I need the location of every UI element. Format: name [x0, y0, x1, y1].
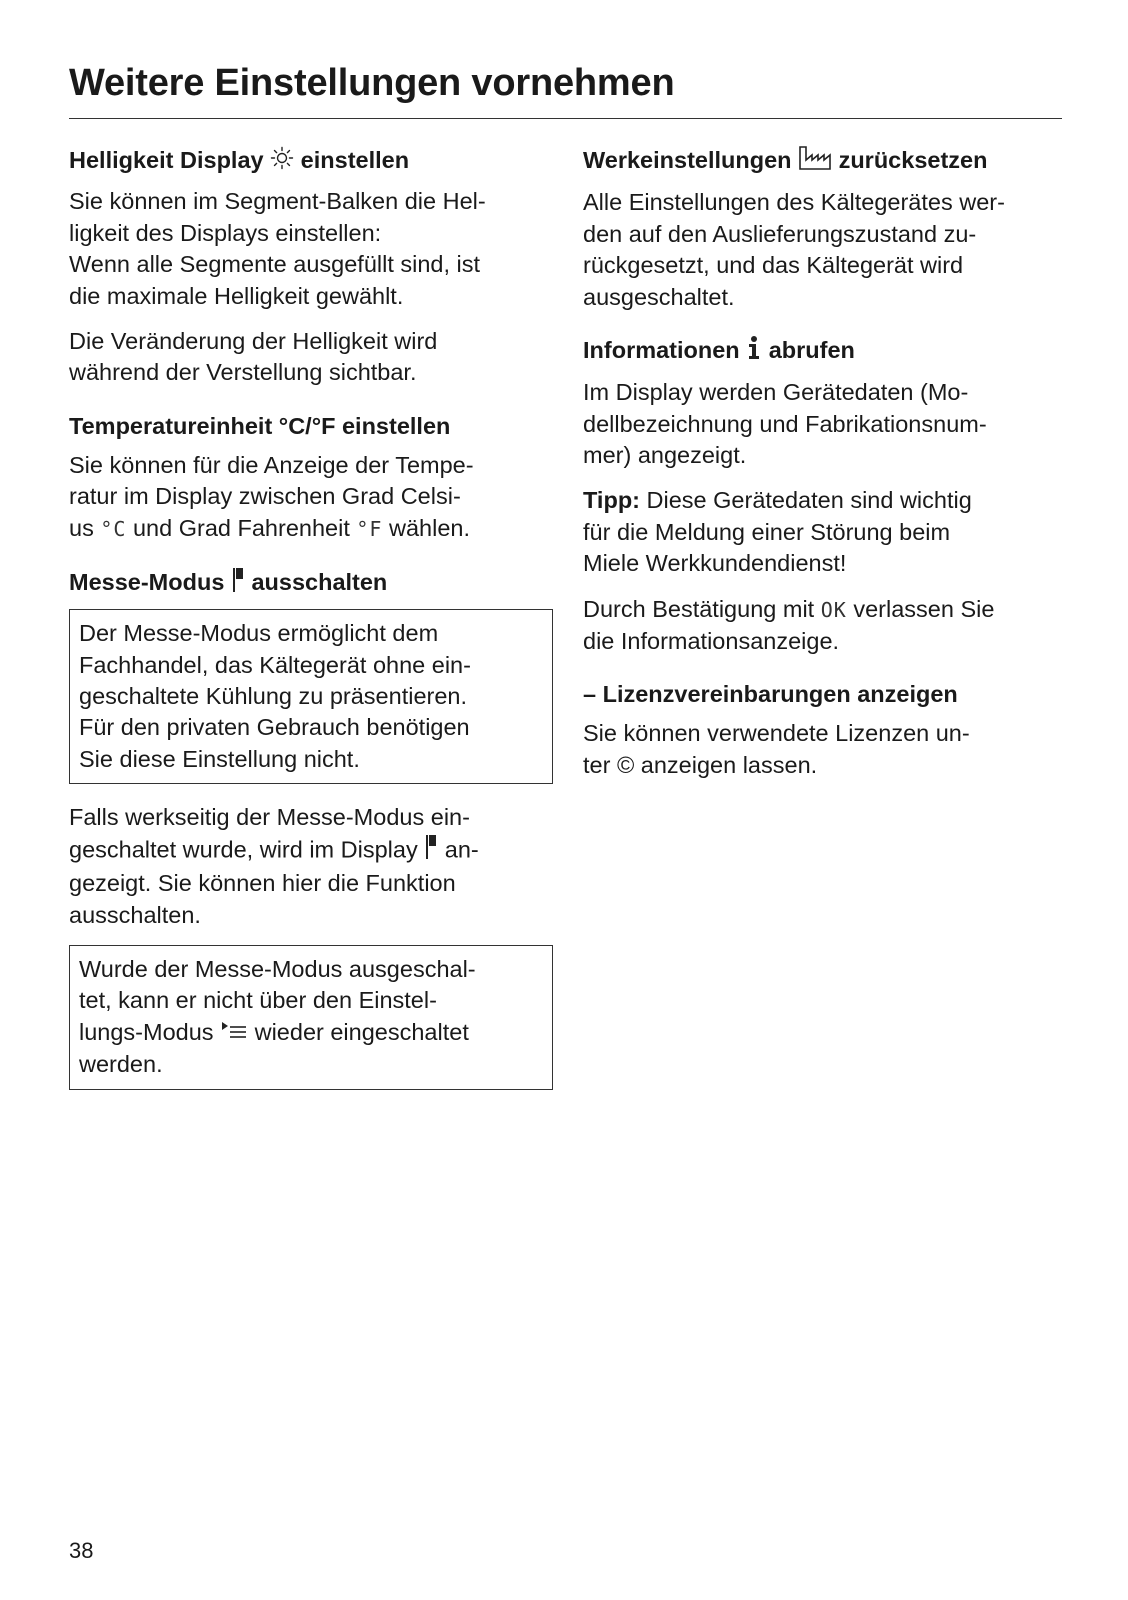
info-text: Im Display werden Gerätedaten (Mo- dellbezeichnung und Fabrikationsnum- mer) angezeigt.	[583, 379, 987, 469]
info-tip: Tipp: Diese Gerätedaten sind wichtig für die Meldung einer Störung beim Miele Werkkundendienst!	[583, 487, 972, 577]
page-title: Weitere Einstellungen vornehmen	[69, 62, 675, 104]
sun-icon	[270, 146, 294, 177]
factory-section	[583, 145, 1065, 313]
settings-mode-icon	[220, 1018, 248, 1049]
celsius-symbol: °C	[100, 516, 127, 541]
license-section	[583, 679, 1065, 781]
messe-heading: Messe-Modus ausschalten	[69, 567, 553, 600]
factory-icon	[798, 145, 832, 178]
info-heading: Informationen abrufen	[583, 335, 1065, 368]
info-confirm: Durch Bestätigung mit OK verlassen Sie die Informationsanzeige.	[583, 595, 995, 655]
tip-label: Tipp:	[583, 487, 640, 514]
license-text: Sie können verwendete Lizenzen un- ter © anzeigen lassen.	[583, 720, 970, 778]
messe-warning-box: Wurde der Messe-Modus ausgeschal- tet, kann er nicht über den Einstel- lungs-Modus wieder eingeschaltet werden.	[69, 945, 553, 1090]
brightness-note: Die Veränderung der Helligkeit wird während der Verstellung sichtbar.	[69, 327, 438, 386]
temperature-section	[69, 411, 553, 545]
exhibition-mode-icon	[231, 567, 245, 600]
brightness-text: Sie können im Segment-Balken die Hel- ligkeit des Displays einstellen: Wenn alle Segmente ausgefüllt sind, ist die maximale Helligkeit gewählt.	[69, 188, 486, 309]
right-column	[583, 145, 1065, 803]
brightness-section	[69, 145, 553, 389]
exhibition-mode-icon	[424, 834, 438, 868]
temperature-heading: Temperatureinheit °C/°F einstellen	[69, 412, 451, 439]
factory-text: Alle Einstellungen des Kältegerätes wer- den auf den Auslieferungszustand zu- rückgesetzt, und das Kältegerät wird ausgeschaltet.	[583, 189, 1005, 310]
info-icon	[746, 335, 762, 368]
title-divider	[69, 118, 1062, 119]
license-heading: – Lizenzvereinbarungen anzeigen	[583, 681, 958, 708]
messe-info-box: Der Messe-Modus ermöglicht dem Fachhandel, das Kältegerät ohne ein- geschaltete Kühlung zu präsentieren. Für den privaten Gebrauch benötigen Sie diese Einstellung nicht.	[69, 609, 553, 784]
messe-section	[69, 567, 553, 1090]
ok-symbol: OK	[820, 597, 847, 622]
info-section	[583, 335, 1065, 658]
messe-text: Falls werkseitig der Messe-Modus ein- geschaltet wurde, wird im Display an- gezeigt. Sie können hier die Funktion ausschalten.	[69, 804, 479, 928]
factory-heading: Werkeinstellungen zurücksetzen	[583, 145, 1065, 178]
page-number: 38	[69, 1538, 94, 1563]
fahrenheit-symbol: °F	[356, 516, 383, 541]
temperature-text: Sie können für die Anzeige der Tempe- ratur im Display zwischen Grad Celsi- us °C und Grad Fahrenheit °F wählen.	[69, 451, 474, 541]
left-column	[69, 145, 553, 1112]
brightness-heading: Helligkeit Display einstellen	[69, 145, 553, 177]
